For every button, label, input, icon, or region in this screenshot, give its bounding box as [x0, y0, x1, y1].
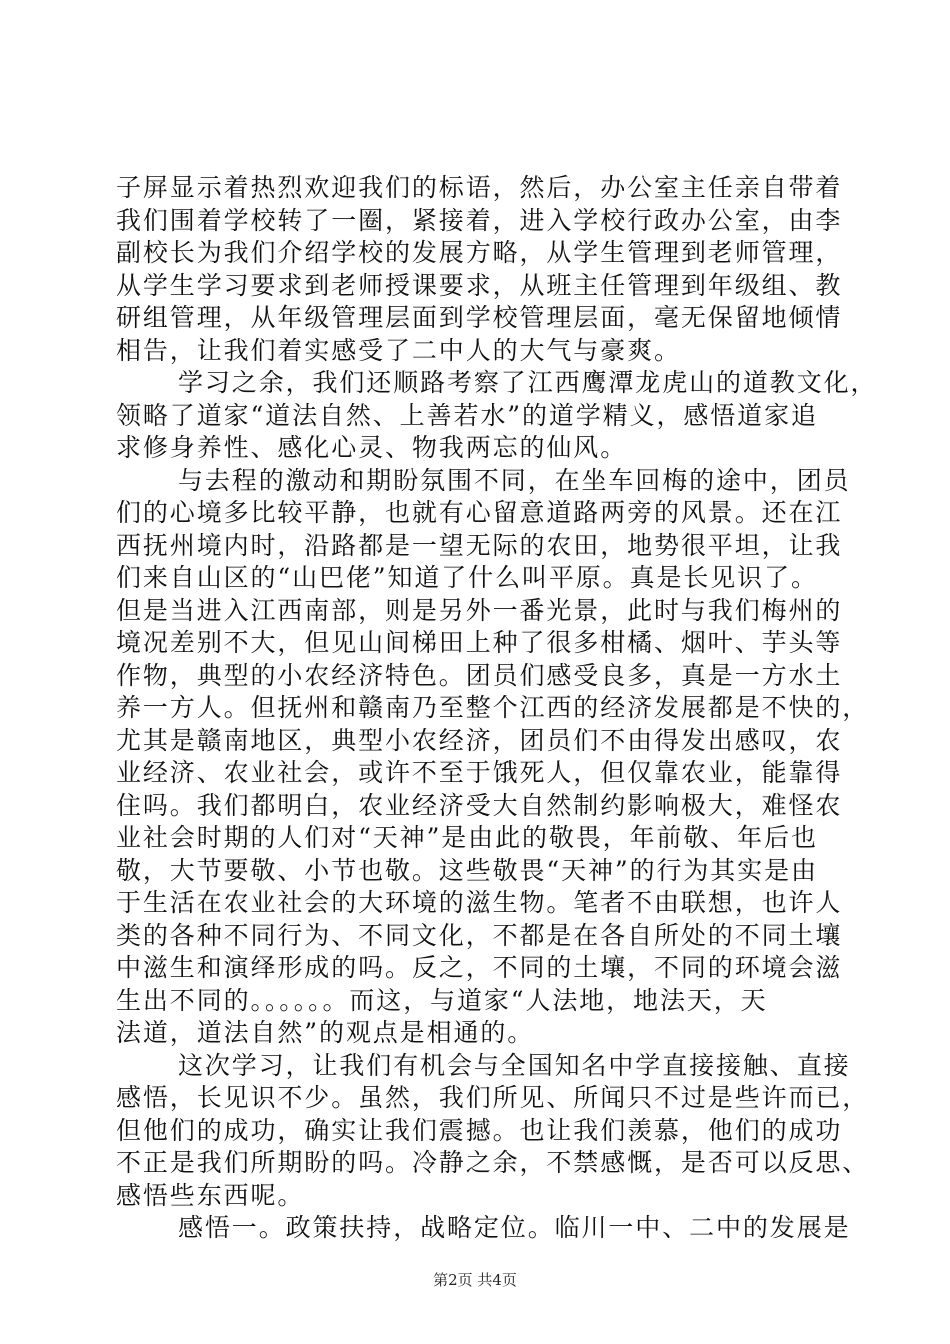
- text-line: 尤其是赣南地区，典型小农经济，团员们不由得发出感叹，农: [116, 725, 843, 755]
- text-line: 养一方人。但抚州和赣南乃至整个江西的经济发展都是不快的，: [116, 693, 870, 722]
- text-line: 子屏显示着热烈欢迎我们的标语，然后，办公室主任亲自带着: [116, 173, 843, 202]
- text-line: 西抚州境内时，沿路都是一望无际的农田，地势很平坦，让我: [116, 530, 843, 560]
- paragraph-start-line: 学习之余，我们还顺路考察了江西鹰潭龙虎山的道教文化，: [178, 368, 878, 397]
- text-line: 敬，大节要敬、小节也敬。这些敬畏“天神”的行为其实是由: [116, 855, 818, 885]
- text-line: 中滋生和演绎形成的吗。反之，不同的土壤，不同的环境会滋: [116, 953, 843, 982]
- text-line: 领略了道家“道法自然、上善若水”的道学精义，感悟道家追: [116, 400, 818, 430]
- paragraph-start-line: 这次学习，让我们有机会与全国知名中学直接接触、直接: [178, 1050, 851, 1080]
- text-line: 法道，道法自然”的观点是相通的。: [116, 1018, 535, 1047]
- paragraph-start-line: 与去程的激动和期盼氛围不同，在坐车回梅的途中，团员: [178, 465, 851, 495]
- text-line: 感悟，长见识不少。虽然，我们所见、所闻只不过是些许而已，: [116, 1083, 870, 1112]
- text-line: 业社会时期的人们对“天神”是由此的敬畏，年前敬、年后也: [116, 823, 818, 852]
- text-line: 求修身养性、感化心灵、物我两忘的仙风。: [116, 433, 628, 462]
- text-line: 我们围着学校转了一圈，紧接着，进入学校行政办公室，由李: [116, 205, 843, 235]
- text-line: 不正是我们所期盼的吗。冷静之余，不禁感慨，是否可以反思、: [116, 1148, 870, 1177]
- document-body: [116, 172, 878, 1245]
- text-line: 类的各种不同行为、不同文化，不都是在各自所处的不同土壤: [116, 920, 843, 950]
- text-line: 生出不同的。。。。。。而这，与道家“人法地，地法天，天: [116, 985, 768, 1015]
- text-line: 相告，让我们着实感受了二中人的大气与豪爽。: [116, 335, 681, 365]
- text-line: 但他们的成功，确实让我们震撼。也让我们羡慕，他们的成功: [116, 1115, 843, 1145]
- text-line: 从学生学习要求到老师授课要求，从班主任管理到年级组、教: [116, 270, 843, 300]
- paragraph-start-line: 感悟一。政策扶持，战略定位。临川一中、二中的发展是: [178, 1213, 851, 1242]
- text-line: 们来自山区的“山巴佬”知道了什么叫平原。真是长见识了。: [116, 563, 818, 592]
- text-line: 研组管理，从年级管理层面到学校管理层面，毫无保留地倾情: [116, 303, 843, 332]
- text-line: 业经济、农业社会，或许不至于饿死人，但仅靠农业，能靠得: [116, 758, 843, 787]
- text-line: 境况差别不大，但见山间梯田上种了很多柑橘、烟叶、芋头等: [116, 628, 843, 657]
- text-line: 们的心境多比较平静，也就有心留意道路两旁的风景。还在江: [116, 498, 843, 527]
- text-line: 作物，典型的小农经济特色。团员们感受良多，真是一方水土: [116, 660, 843, 690]
- text-line: 但是当进入江西南部，则是另外一番光景，此时与我们梅州的: [116, 595, 843, 625]
- text-line: 副校长为我们介绍学校的发展方略，从学生管理到老师管理，: [116, 238, 843, 267]
- text-line: 感悟些东西呢。: [116, 1180, 305, 1210]
- text-line: 于生活在农业社会的大环境的滋生物。笔者不由联想，也许人: [116, 888, 843, 917]
- text-line: 住吗。我们都明白，农业经济受大自然制约影响极大，难怪农: [116, 790, 843, 820]
- page-number-footer: 第2页 共4页: [433, 1271, 517, 1289]
